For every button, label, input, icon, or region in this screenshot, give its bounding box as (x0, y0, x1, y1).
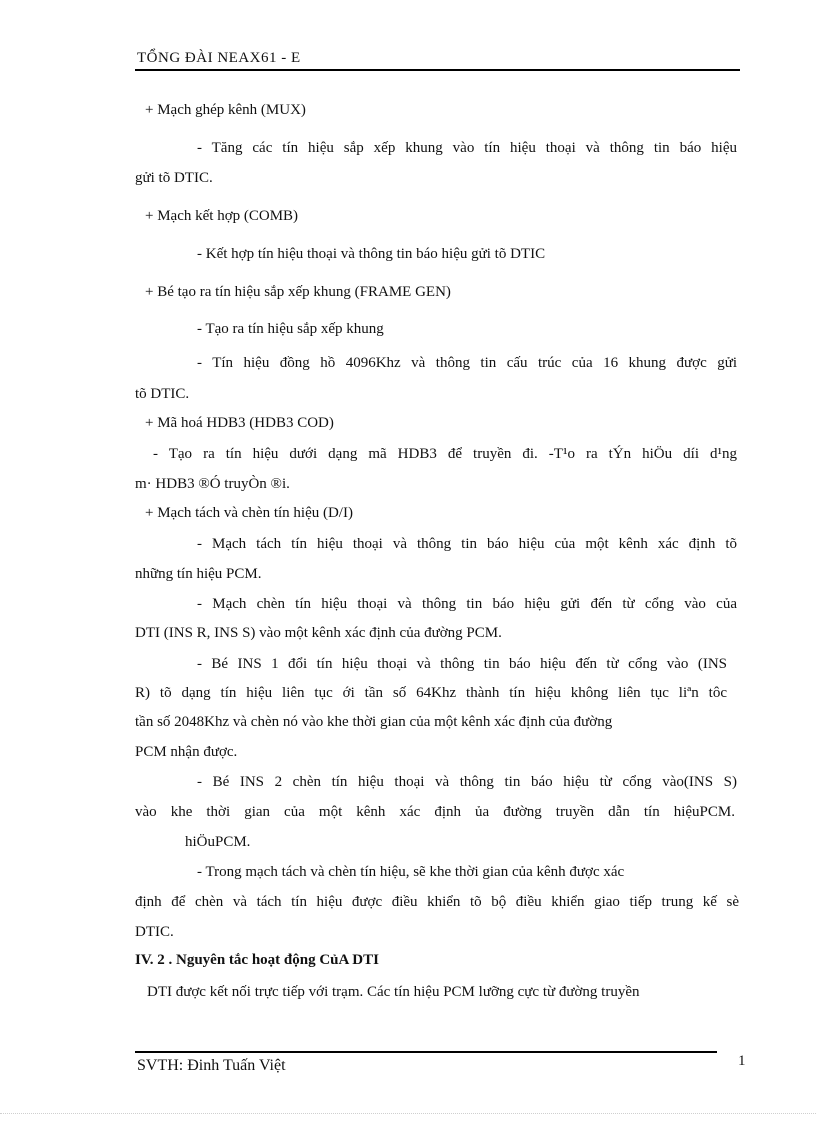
text-line: + Mạch kết hợp (COMB) (145, 208, 299, 224)
text-line: PCM nhận được. (135, 744, 238, 760)
footer-author: SVTH: Đinh Tuấn Việt (137, 1057, 286, 1074)
text-line: vào khe thời gian của một kênh xác định ủa đường truyền dẫn tín hiệuPCM. (135, 804, 735, 820)
text-line: + Mạch tách và chèn tín hiệu (D/I) (145, 505, 353, 521)
text-line: DTIC. (135, 924, 174, 940)
text-line: DTI được kết nối trực tiếp với trạm. Các tín hiệu PCM lưỡng cực từ đường truyền (147, 984, 640, 1000)
page-edge-divider (0, 1113, 816, 1114)
text-line: tần số 2048Khz và chèn nó vào khe thời gian của một kênh xác định của đường (135, 714, 613, 730)
text-line: - Bé INS 2 chèn tín hiệu thoại và thông tin báo hiệu từ cổng vào(INS S) (197, 774, 737, 790)
text-line: DTI (INS R, INS S) vào một kênh xác định của đường PCM. (135, 625, 502, 641)
text-line: gửi tõ DTIC. (135, 170, 213, 186)
text-line: - Tạo ra tín hiệu sắp xếp khung (197, 321, 384, 337)
text-line: - Tạo ra tín hiệu dưới dạng mã HDB3 để truyền đi. -T¹o ra tÝn hiÖu díi d¹ng (153, 446, 737, 462)
section-heading: IV. 2 . Nguyên tắc hoạt động CủA DTI (135, 952, 379, 968)
text-line: R) tõ dạng tín hiệu liên tục ới tần số 64Khz thành tín hiệu không liên tục liªn tôc (135, 685, 727, 701)
page-header-title: TỔNG ĐÀI NEAX61 - E (137, 50, 301, 66)
text-line: + Bé tạo ra tín hiệu sắp xếp khung (FRAME GEN) (145, 284, 451, 300)
text-line: + Mạch ghép kênh (MUX) (145, 102, 306, 118)
footer-rule (135, 1051, 717, 1053)
text-line: - Tăng các tín hiệu sắp xếp khung vào tín hiệu thoại và thông tin báo hiệu (197, 140, 737, 156)
text-line: m· HDB3 ®Ó truyÒn ®i. (135, 476, 290, 492)
text-line: những tín hiệu PCM. (135, 566, 262, 582)
page-number: 1 (738, 1053, 746, 1069)
text-line: - Mạch tách tín hiệu thoại và thông tin báo hiệu của một kênh xác định tõ (197, 536, 737, 552)
text-line: - Bé INS 1 đổi tín hiệu thoại và thông tin báo hiệu đến từ cổng vào (INS (197, 656, 727, 672)
header-rule (135, 69, 740, 71)
text-line: - Tín hiệu đồng hồ 4096Khz và thông tin cấu trúc của 16 khung được gửi (197, 355, 737, 371)
text-line: + Mã hoá HDB3 (HDB3 COD) (145, 415, 334, 431)
text-line: - Trong mạch tách và chèn tín hiệu, sẽ khe thời gian của kênh được xác (197, 864, 625, 880)
text-line: định để chèn và tách tín hiệu được điều khiển tõ bộ điều khiển giao tiếp trung kế sè (135, 894, 739, 910)
text-line: - Mạch chèn tín hiệu thoại và thông tin báo hiệu gửi đến từ cổng vào của (197, 596, 737, 612)
text-line: - Kết hợp tín hiệu thoại và thông tin báo hiệu gửi tõ DTIC (197, 246, 546, 262)
text-line: tõ DTIC. (135, 386, 190, 402)
text-line: hiÖuPCM. (185, 834, 251, 850)
